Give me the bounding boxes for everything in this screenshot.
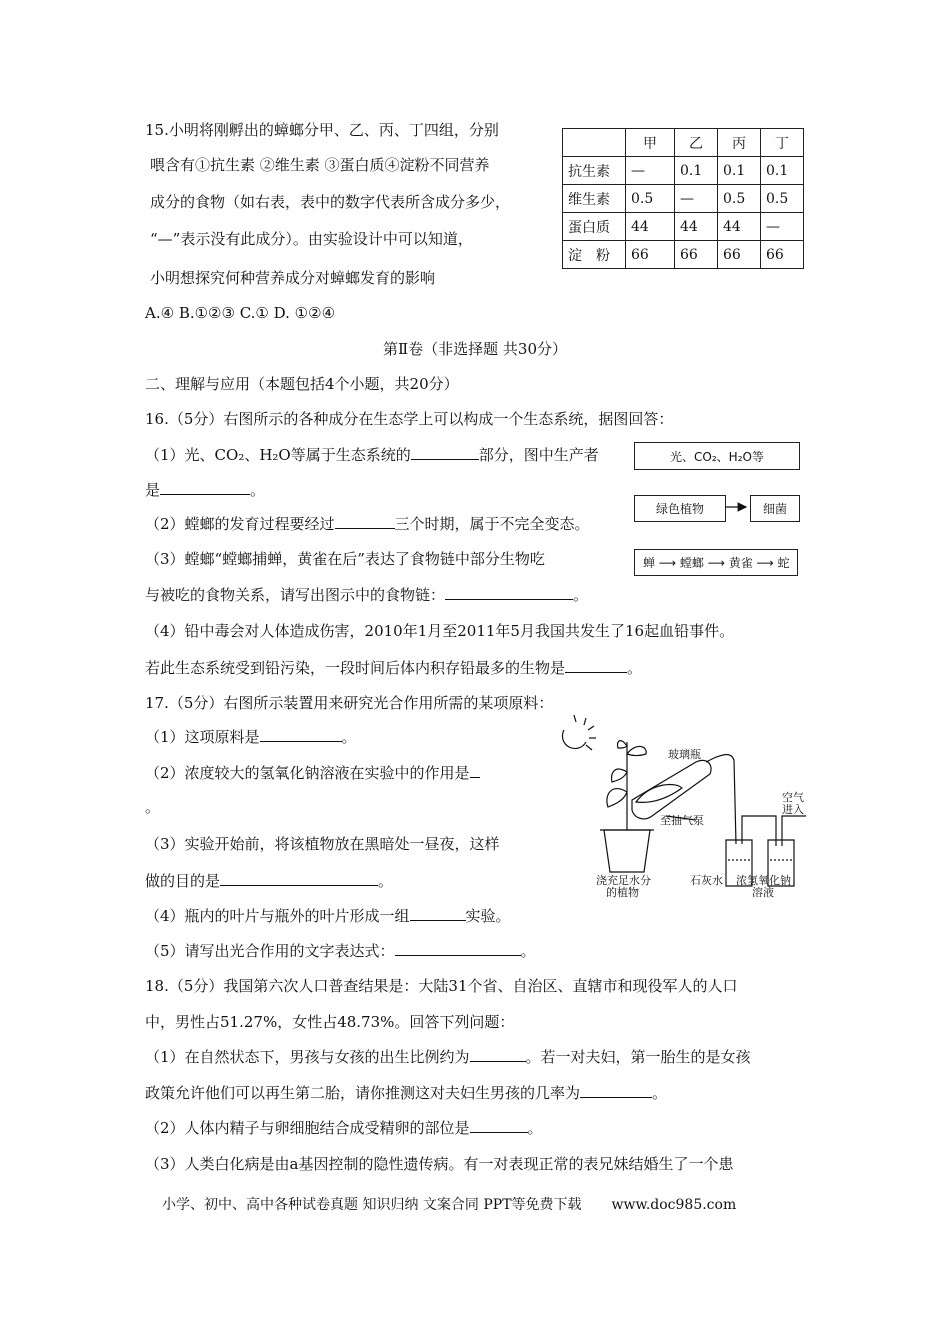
table-cell: 0.1 <box>675 157 718 185</box>
table-cell: — <box>761 213 804 241</box>
q16-p4-text: 若此生态系统受到铅污染，一段时间后体内积存铅最多的生物是 <box>145 659 566 677</box>
q16-part4: （4）铅中毒会对人体造成伤害，2010年1月至2011年5月我国共发生了16起血铅事件。 <box>145 622 735 640</box>
answer-blank[interactable] <box>580 1083 652 1098</box>
label-air: 空气 <box>782 791 804 804</box>
label-pump: 至抽气泵 <box>660 814 704 827</box>
table-header-cell <box>563 129 626 157</box>
diagram-bacteria-box: 细菌 <box>750 495 800 522</box>
page-footer <box>162 1194 736 1214</box>
q16-part1 <box>145 445 599 465</box>
q16-part2 <box>145 514 590 534</box>
diagram-food-chain-box <box>634 549 798 576</box>
table-cell: 0.1 <box>761 157 804 185</box>
q18-stem-1: 18.（5分）我国第六次人口普查结果是：大陆31个省、自治区、直辖市和现役军人的人口 <box>145 977 738 995</box>
table-header-cell: 丙 <box>718 129 761 157</box>
q17-part1 <box>145 727 357 747</box>
answer-blank[interactable] <box>565 658 627 673</box>
q18-part1 <box>145 1047 751 1067</box>
answer-blank[interactable] <box>395 941 521 956</box>
leaf-outside <box>607 789 627 807</box>
arrow-icon: ⟶ <box>703 555 729 570</box>
q18-p2-text: 。 <box>527 1119 543 1137</box>
q17-p5-text: 。 <box>520 942 536 960</box>
table-cell: — <box>675 185 718 213</box>
answer-blank[interactable] <box>470 1047 526 1062</box>
diagram-abiotic-box: 光、CO₂、H₂O等 <box>634 442 800 470</box>
answer-blank[interactable] <box>470 1118 528 1133</box>
table-cell: 维生素 <box>563 185 626 213</box>
table-cell: — <box>626 157 675 185</box>
nutrient-table <box>562 128 804 269</box>
q17-part2-cont: 。 <box>145 798 161 816</box>
q17-part3: （3）实验开始前，将该植物放在黑暗处一昼夜，这样 <box>145 835 500 853</box>
q16-p2-text: （2）螳螂的发育过程要经过 <box>145 515 335 533</box>
q16-stem: 16.（5分）右图所示的各种成分在生态学上可以构成一个生态系统，据图回答： <box>145 410 674 428</box>
photosynthesis-apparatus-figure <box>556 712 816 902</box>
answer-blank[interactable] <box>470 763 480 778</box>
table-header-cell: 甲 <box>626 129 675 157</box>
answer-blank[interactable] <box>335 514 395 529</box>
part-heading: 二、理解与应用（本题包括4个小题，共20分） <box>145 375 459 393</box>
table-cell: 44 <box>675 213 718 241</box>
q17-part5 <box>145 941 536 961</box>
q16-p1-text: （1）光、CO₂、H₂O等属于生态系统的 <box>145 446 411 464</box>
table-cell: 66 <box>626 241 675 269</box>
table-row <box>563 157 804 185</box>
label-plant: 浇充足水分 <box>596 874 651 887</box>
table-row <box>563 241 804 269</box>
q16-p3-text: 与被吃的食物关系，请写出图示中的食物链： <box>145 586 446 604</box>
table-cell: 0.1 <box>718 157 761 185</box>
table-cell: 66 <box>761 241 804 269</box>
q16-p1-text: 是 <box>145 481 161 499</box>
q18-p1-text: 政策允许他们可以再生第二胎，请你推测这对夫妇生男孩的几率为 <box>145 1084 581 1102</box>
q17-p3-text: 做的目的是 <box>145 872 221 890</box>
table-cell: 抗生素 <box>563 157 626 185</box>
answer-blank[interactable] <box>220 871 378 886</box>
chain-oriole: 黄雀 <box>728 556 753 570</box>
flower-pot <box>604 830 650 872</box>
table-cell: 66 <box>718 241 761 269</box>
q16-p3-text: 。 <box>573 586 589 604</box>
table-cell: 66 <box>675 241 718 269</box>
table-header-row <box>563 129 804 157</box>
label-glass-bottle: 玻璃瓶 <box>668 748 701 761</box>
q18-p2-text: （2）人体内精子与卵细胞结合成受精卵的部位是 <box>145 1119 470 1137</box>
q17-part4 <box>145 906 511 926</box>
q16-part1-cont <box>145 480 265 500</box>
table-cell: 44 <box>626 213 675 241</box>
table-row <box>563 213 804 241</box>
arrow-icon: ⟶ <box>752 555 778 570</box>
table-cell: 44 <box>718 213 761 241</box>
table-cell: 0.5 <box>718 185 761 213</box>
q16-p2-text: 三个时期，属于不完全变态。 <box>394 515 590 533</box>
q17-p4-text: （4）瓶内的叶片与瓶外的叶片形成一组 <box>145 907 410 925</box>
q16-part3: （3）螳螂“螳螂捕蝉，黄雀在后”表达了食物链中部分生物吃 <box>145 550 545 568</box>
diagram-plant-box: 绿色植物 <box>634 495 726 522</box>
table-header-cell: 乙 <box>675 129 718 157</box>
q17-p1-text: 。 <box>341 728 357 746</box>
q18-p1-text: 。 <box>652 1084 668 1102</box>
q16-p1-text: 部分，图中生产者 <box>478 446 599 464</box>
answer-blank[interactable] <box>160 480 250 495</box>
q17-p1-text: （1）这项原料是 <box>145 728 260 746</box>
q16-p4-text: 。 <box>627 659 643 677</box>
q17-stem: 17.（5分）右图所示装置用来研究光合作用所需的某项原料： <box>145 694 554 712</box>
answer-blank[interactable] <box>411 445 479 460</box>
q17-part3-cont <box>145 871 393 891</box>
table-cell: 淀 粉 <box>563 241 626 269</box>
q16-part4-cont <box>145 658 642 678</box>
chain-mantis: 螳螂 <box>679 556 704 570</box>
table-row <box>563 185 804 213</box>
table-cell: 0.5 <box>761 185 804 213</box>
answer-blank[interactable] <box>410 906 466 921</box>
q15-line-1: 15.小明将刚孵出的蟑螂分甲、乙、丙、丁四组，分别 <box>145 121 499 139</box>
q17-p5-text: （5）请写出光合作用的文字表达式： <box>145 942 395 960</box>
q16-p1-text: 。 <box>250 481 266 499</box>
q17-part2 <box>145 763 480 783</box>
q18-part1-cont <box>145 1083 667 1103</box>
label-air-in: 进入 <box>782 803 804 816</box>
q17-p2-text: （2）浓度较大的氢氧化钠溶液在实验中的作用是 <box>145 764 470 782</box>
sun-icon <box>562 715 596 750</box>
chain-snake: 蛇 <box>777 556 790 570</box>
table-cell: 蛋白质 <box>563 213 626 241</box>
glass-bottle <box>632 760 711 819</box>
q18-stem-2: 中，男性占51.27%，女性占48.73%。回答下列问题： <box>145 1013 515 1031</box>
q18-part3: （3）人类白化病是由a基因控制的隐性遗传病。有一对表现正常的表兄妹结婚生了一个患 <box>145 1155 734 1173</box>
q18-p1-text: （1）在自然状态下，男孩与女孩的出生比例约为 <box>145 1048 470 1066</box>
q18-part2 <box>145 1118 543 1138</box>
label-limewater: 石灰水 <box>690 874 723 887</box>
answer-blank[interactable] <box>260 727 342 742</box>
q17-p4-text: 实验。 <box>465 907 511 925</box>
q15-line-5: 小明想探究何种营养成分对蟑螂发育的影响 <box>150 269 436 287</box>
q15-line-2: 喂含有①抗生素 ②维生素 ③蛋白质④淀粉不同营养 <box>150 156 490 174</box>
q17-p3-text: 。 <box>378 872 394 890</box>
q15-line-4: “—”表示没有此成分）。由实验设计中可以知道， <box>150 230 473 248</box>
label-plant-2: 的植物 <box>606 886 639 899</box>
table-header-cell: 丁 <box>761 129 804 157</box>
answer-blank[interactable] <box>445 585 573 600</box>
q15-options: A.④ B.①②③ C.① D. ①②④ <box>145 304 336 322</box>
footer-link[interactable]: www.doc985.com <box>611 1197 737 1213</box>
q16-part3-cont <box>145 585 588 605</box>
label-naoh: 浓氢氧化钠 <box>736 874 791 887</box>
arrow-icon: ⟶ <box>655 555 680 570</box>
chain-cicada: 蝉 <box>643 556 656 570</box>
table-cell: 0.5 <box>626 185 675 213</box>
tube <box>706 755 736 845</box>
q18-p1-text: 。若一对夫妇，第一胎生的是女孩 <box>525 1048 751 1066</box>
q15-line-3: 成分的食物（如右表，表中的数字代表所含成分多少， <box>150 193 511 211</box>
footer-text: 小学、初中、高中各种试卷真题 知识归纳 文案合同 PPT等免费下载 <box>162 1197 582 1213</box>
section-title: 第Ⅱ卷（非选择题 共30分） <box>382 340 568 358</box>
label-naoh-2: 溶液 <box>752 886 774 899</box>
